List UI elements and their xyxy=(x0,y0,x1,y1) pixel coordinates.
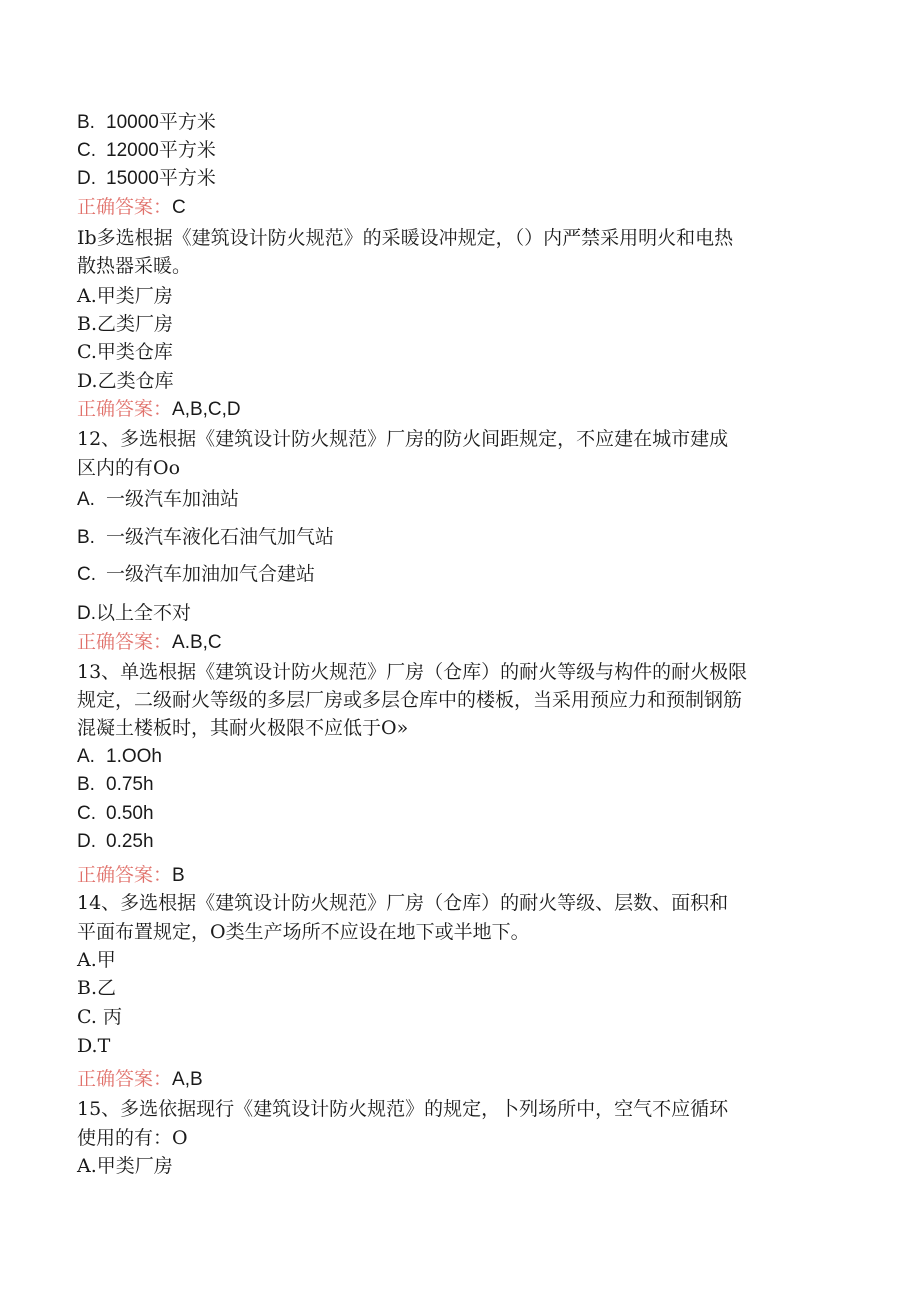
option-c: C. 一级汽车加油加气合建站 xyxy=(77,563,316,585)
option-a: A.甲类厂房 xyxy=(77,1155,173,1177)
option-b: B. 一级汽车液化石油气加气站 xyxy=(77,526,335,548)
option-b: B. 10000平方米 xyxy=(77,111,216,133)
answer-line: 正确答案：A,B xyxy=(77,1068,203,1090)
option-c: C.甲类仓库 xyxy=(77,341,173,363)
option-c: C. 丙 xyxy=(77,1006,122,1028)
answer-line: 正确答案：C xyxy=(77,196,186,218)
option-b: B.乙类厂房 xyxy=(77,313,174,335)
option-a: A. 1.OOh xyxy=(77,746,162,767)
option-a: A.甲类厂房 xyxy=(77,285,173,307)
answer-line: 正确答案：B xyxy=(77,864,185,886)
question-stem: 平面布置规定，O类生产场所不应设在地下或半地下。 xyxy=(77,921,530,943)
option-d: D.T xyxy=(77,1035,111,1057)
question-stem: 混凝土楼板时，其耐火极限不应低于O» xyxy=(77,717,409,739)
question-stem: 区内的有Oo xyxy=(77,457,181,479)
question-stem: 散热器采暖。 xyxy=(77,255,192,277)
question-stem: 规定，二级耐火等级的多层厂房或多层仓库中的楼板，当采用预应力和预制钢筋 xyxy=(77,689,743,711)
option-b: B.乙 xyxy=(77,977,117,999)
option-d: D.以上全不对 xyxy=(77,602,192,624)
question-stem: 15、多选依据现行《建筑设计防火规范》的规定，卜列场所中，空气不应循环 xyxy=(77,1098,729,1120)
question-stem: 使用的有：O xyxy=(77,1127,188,1149)
option-d: D. 15000平方米 xyxy=(77,167,216,189)
option-d: D. 0.25h xyxy=(77,831,154,852)
option-d: D.乙类仓库 xyxy=(77,370,174,392)
question-stem: 13、单选根据《建筑设计防火规范》厂房（仓库）的耐火等级与构件的耐火极限 xyxy=(77,661,748,683)
question-stem: Ib多选根据《建筑设计防火规范》的采暖设冲规定，（）内严禁采用明火和电热 xyxy=(77,227,734,249)
answer-line: 正确答案：A.B,C xyxy=(77,631,222,653)
question-stem: 12、多选根据《建筑设计防火规范》厂房的防火间距规定，不应建在城市建成 xyxy=(77,428,729,450)
option-b: B. 0.75h xyxy=(77,774,154,795)
answer-line: 正确答案：A,B,C,D xyxy=(77,398,241,420)
option-a: A.甲 xyxy=(77,949,116,971)
option-c: C. 12000平方米 xyxy=(77,139,216,161)
option-a: A. 一级汽车加油站 xyxy=(77,488,240,510)
option-c: C. 0.50h xyxy=(77,803,154,824)
question-stem: 14、多选根据《建筑设计防火规范》厂房（仓库）的耐火等级、层数、面积和 xyxy=(77,892,729,914)
